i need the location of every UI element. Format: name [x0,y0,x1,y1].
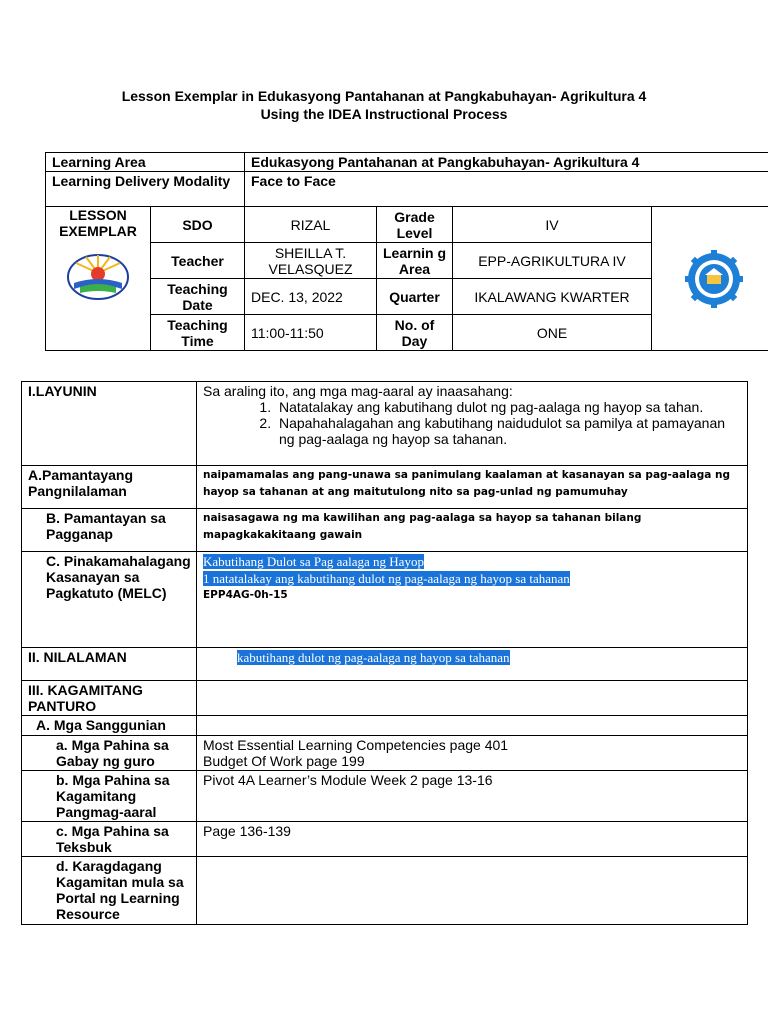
time-label: Teaching Time [151,315,245,351]
kagamitang-label: b. Mga Pahina sa Kagamitang Pangmag-aaral [22,771,197,822]
pagganap-label: B. Pamantayan sa Pagganap [22,509,197,552]
layunin-intro: Sa araling ito, ang mga mag-aaral ay inaasahang: [203,383,513,399]
melc-line1: Kabutihang Dulot sa Pag aalaga ng Hayop [203,554,424,569]
teacher-value: SHEILLA T. VELASQUEZ [245,243,377,279]
kagamitan-label: III. KAGAMITANG PANTURO [22,681,197,716]
kagamitan-value [197,681,748,716]
portal-value [197,857,748,925]
area-label: Learnin g Area [377,243,453,279]
learning-area-value: Edukasyong Pantahanan at Pangkabuhayan- Agrikultura 4 [245,153,768,172]
kagamitang-value: Pivot 4A Learner’s Module Week 2 page 13-16 [197,771,748,822]
document-title-line1: Lesson Exemplar in Edukasyong Pantahanan at Pangkabuhayan- Agrikultura 4 [121,88,647,104]
time-value: 11:00-11:50 [245,315,377,351]
layunin-cell [197,382,748,466]
pamantayang-label-text: A.Pamantayang Pangnilalaman [28,467,134,499]
lesson-plan-table [21,381,748,925]
learning-area-label: Learning Area [46,153,245,172]
lesson-exemplar-cell [46,207,151,351]
layunin-item: 2. Napahahalagahan ang kabutihang naidudulot sa pamilya at pamayanan ng pag-aalaga ng hayop sa tahanan. [275,415,741,447]
nilalaman-value: kabutihang dulot ng pag-aalaga ng hayop sa tahanan [237,650,510,665]
gabay-label: a. Mga Pahina sa Gabay ng guro [22,736,197,771]
melc-code: EPP4AG-0h-15 [203,589,288,601]
area-value: EPP-AGRIKULTURA IV [453,243,652,279]
grade-label: Grade Level [377,207,453,243]
melc-line2: 1 natatalakay ang kabutihang dulot ng pag-aalaga ng hayop sa tahanan [203,571,570,586]
pamantayang-label [22,466,197,509]
portal-label: d. Karagdagang Kagamitan mula sa Portal ng Learning Resource [22,857,197,925]
gabay-cell [197,736,748,771]
days-label: No. of Day [377,315,453,351]
date-value: DEC. 13, 2022 [245,279,377,315]
sanggunian-value [197,716,748,736]
teksbuk-value: Page 136-139 [197,822,748,857]
melc-cell [197,552,748,648]
quarter-label: Quarter [377,279,453,315]
layunin-item: 1. Natatalakay ang kabutihang dulot ng pag-aalaga ng hayop sa tahan. [275,399,741,415]
date-label: Teaching Date [151,279,245,315]
gabay-value-2: Budget Of Work page 199 [203,753,365,769]
sdo-label: SDO [151,207,245,243]
sanggunian-label: A. Mga Sanggunian [22,716,197,736]
document-title-line2: Using the IDEA Instructional Process [260,106,508,122]
grade-value: IV [453,207,652,243]
layunin-label: I.LAYUNIN [22,382,197,466]
modality-label: Learning Delivery Modality [46,172,245,207]
seal-cell [652,207,768,351]
deped-rizal-logo [66,253,130,301]
sdo-value: RIZAL [245,207,377,243]
teksbuk-label: c. Mga Pahina sa Teksbuk [22,822,197,857]
teacher-label: Teacher [151,243,245,279]
nilalaman-label: II. NILALAMAN [22,648,197,681]
melc-label: C. Pinakamahalagang Kasanayan sa Pagkatuto (MELC) [22,552,197,648]
header-table [45,152,768,351]
pagganap-value: naisasagawa ng ma kawilihan ang pag-aalaga sa hayop sa tahanan bilang mapagkakakitaang gawain [197,509,748,552]
pamantayang-value: naipamamalas ang pang-unawa sa panimulang kaalaman at kasanayan sa pag-aalaga ng hayop sa tahanan at ang maitutulong nito sa pag-unlad ng pamumuhay [197,466,748,509]
quarter-value: IKALAWANG KWARTER [453,279,652,315]
days-value: ONE [453,315,652,351]
gabay-value-1: Most Essential Learning Competencies page 401 [203,737,509,753]
lesson-exemplar-label: LESSON EXEMPLAR [59,207,137,239]
nilalaman-cell [197,648,748,681]
school-seal-logo [679,250,749,308]
modality-value: Face to Face [245,172,768,207]
layunin-list [203,399,741,447]
